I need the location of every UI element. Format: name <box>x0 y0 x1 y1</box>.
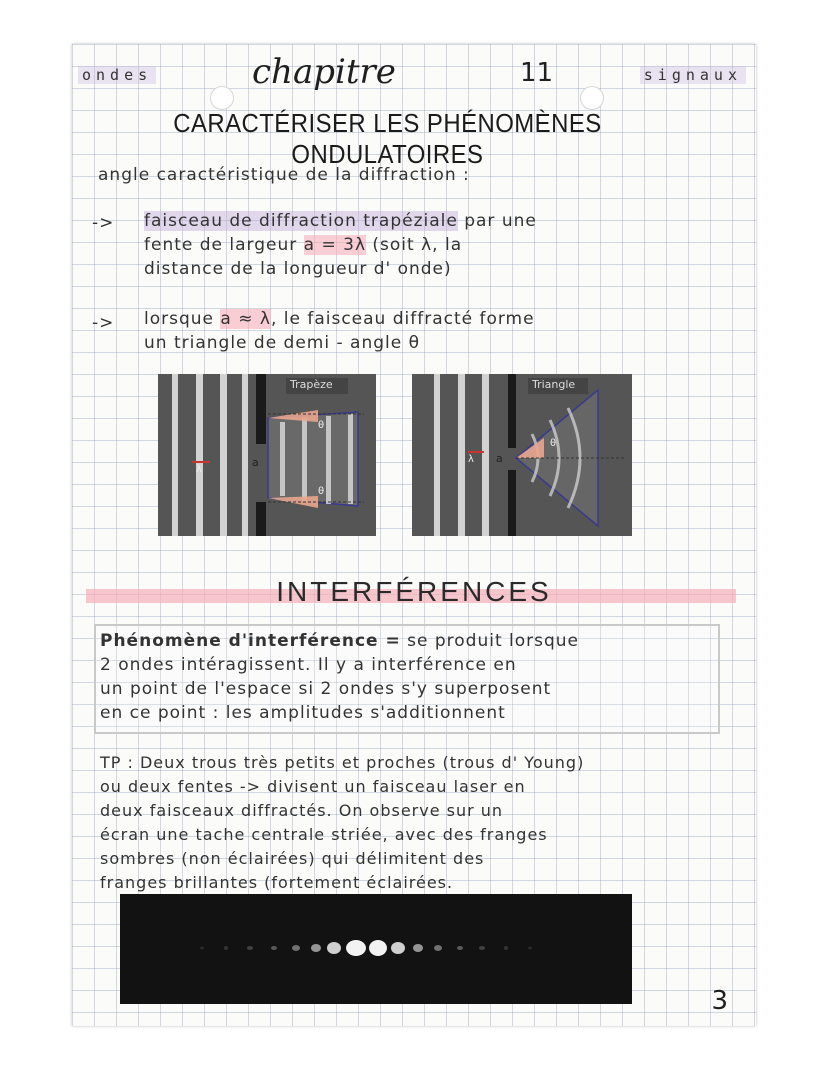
tp-line3: deux faisceaux diffractés. On observe sur un <box>100 801 504 820</box>
header-tag-ondes: ondes <box>78 66 156 84</box>
page-number: 3 <box>711 986 728 1016</box>
bullet1-line1 <box>144 210 537 232</box>
trapeze-theta-top: θ <box>318 420 325 431</box>
triangle-label: Triangle <box>532 378 576 391</box>
chapter-title: chapitre <box>252 52 396 92</box>
bullet2-line1 <box>144 308 535 330</box>
triangle-theta: θ <box>550 438 557 449</box>
definition-line2: 2 ondes intéragissent. Il y a interférence en <box>100 655 517 675</box>
page-title: CARACTÉRISER LES PHÉNOMÈNES ONDULATOIRES <box>173 108 602 169</box>
tp-line6: franges brillantes (fortement éclairées. <box>100 873 454 892</box>
bullet1-line1-highlight: faisceau de diffraction trapéziale <box>144 211 458 231</box>
interference-fringes-photo <box>120 894 632 1004</box>
tp-line4: écran une tache centrale striée, avec des franges <box>100 825 548 844</box>
bullet1-line2-highlight: a = 3λ <box>303 235 367 255</box>
tp-line1: TP : Deux trous très petits et proches (trous d' Young) <box>100 753 585 772</box>
bullet-arrow-2: -> <box>92 313 115 333</box>
bullet1-line2 <box>144 234 462 256</box>
definition-line4: en ce point : les amplitudes s'additionnent <box>100 703 506 723</box>
notebook-page <box>72 44 756 1026</box>
tp-line2: ou deux fentes -> divisent un faisceau laser en <box>100 777 526 796</box>
header-tag-signaux: signaux <box>640 66 746 84</box>
bullet2-line1-highlight: a ≈ λ <box>220 309 271 329</box>
binder-hole-right <box>580 86 604 110</box>
definition-line1-text: se produit lorsque <box>407 631 580 651</box>
section-title-interferences: INTERFÉRENCES <box>276 576 552 607</box>
binder-hole-left <box>210 86 234 110</box>
triangle-a-label: a <box>496 452 503 465</box>
trapeze-a-label: a <box>252 456 259 469</box>
diffraction-heading: angle caractéristique de la diffraction : <box>98 165 470 185</box>
definition-line1 <box>100 630 579 652</box>
bullet-arrow-1: -> <box>92 213 115 233</box>
trapeze-theta-bottom: θ <box>318 486 325 497</box>
tp-line5: sombres (non éclairées) qui délimitent des <box>100 849 485 868</box>
trapeze-label: Trapèze <box>290 378 333 391</box>
bullet2-line2: un triangle de demi - angle θ <box>144 333 420 353</box>
chapter-number: 11 <box>520 58 554 88</box>
trapeze-diffraction-photo <box>158 374 376 536</box>
bullet1-line2-end: (soit λ, la <box>372 235 463 255</box>
trapeze-lambda-label: λ <box>196 464 202 475</box>
bullet2-line1-start: lorsque <box>144 309 214 329</box>
definition-term: Phénomène d'interférence = <box>100 631 401 651</box>
bullet1-line3: distance de la longueur d' onde) <box>144 259 452 279</box>
bullet1-line2-start: fente de largeur <box>144 235 298 255</box>
bullet2-line1-end: , le faisceau diffracté forme <box>270 309 535 329</box>
triangle-diffraction-photo <box>412 374 632 536</box>
triangle-lambda-label: λ <box>468 454 474 465</box>
bullet1-line1-end: par une <box>464 211 537 231</box>
definition-line3: un point de l'espace si 2 ondes s'y superposent <box>100 679 552 699</box>
